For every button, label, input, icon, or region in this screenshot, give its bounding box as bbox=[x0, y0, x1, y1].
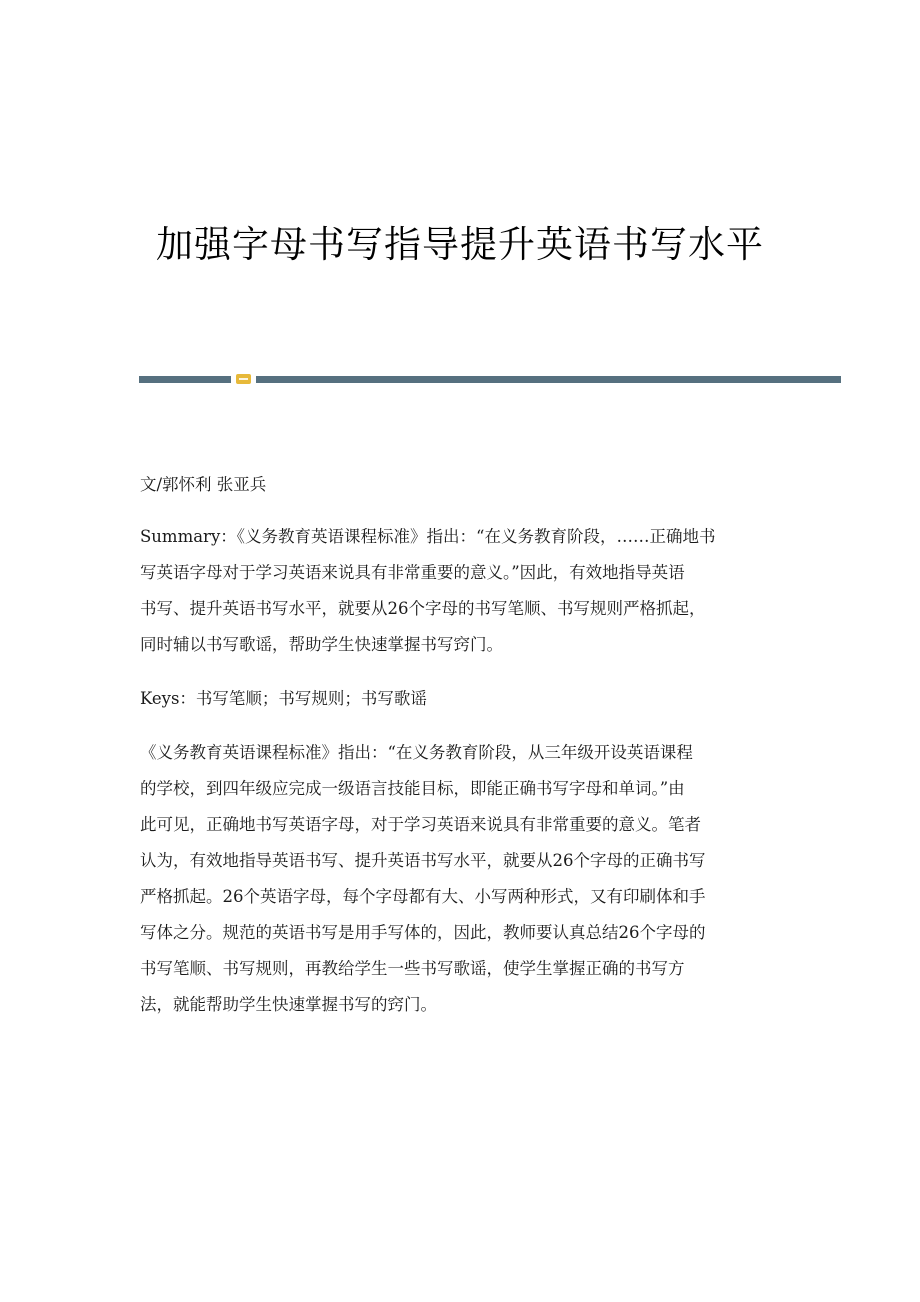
author-line: 文/郭怀利 张亚兵 bbox=[140, 475, 267, 494]
keys-line: Keys：书写笔顺；书写规则；书写歌谣 bbox=[140, 689, 427, 708]
divider-bar-right bbox=[256, 376, 841, 383]
body-line: 《义务教育英语课程标准》指出：“在义务教育阶段，从三年级开设英语课程 bbox=[140, 743, 693, 762]
title-divider bbox=[139, 374, 841, 384]
body-line: 此可见，正确地书写英语字母，对于学习英语来说具有非常重要的意义。笔者 bbox=[140, 815, 701, 834]
summary-line: 同时辅以书写歌谣，帮助学生快速掌握书写窍门。 bbox=[140, 635, 503, 654]
body-line: 的学校，到四年级应完成一级语言技能目标，即能正确书写字母和单词。”由 bbox=[140, 779, 685, 798]
summary-line: 书写、提升英语书写水平，就要从26个字母的书写笔顺、书写规则严格抓起， bbox=[140, 599, 706, 618]
summary-line: 写英语字母对于学习英语来说具有非常重要的意义。”因此，有效地指导英语 bbox=[140, 563, 685, 582]
body-line: 法，就能帮助学生快速掌握书写的窍门。 bbox=[140, 995, 437, 1014]
divider-bar-left bbox=[139, 376, 231, 383]
document-title: 加强字母书写指导提升英语书写水平 bbox=[156, 223, 764, 266]
body-line: 写体之分。规范的英语书写是用手写体的，因此，教师要认真总结26个字母的 bbox=[140, 923, 706, 942]
summary-line: Summary：《义务教育英语课程标准》指出：“在义务教育阶段，……正确地书 bbox=[140, 527, 716, 546]
summary-paragraph bbox=[140, 519, 785, 663]
article-body bbox=[140, 470, 785, 1023]
body-line: 严格抓起。26个英语字母，每个字母都有大、小写两种形式，又有印刷体和手 bbox=[140, 887, 706, 906]
body-line: 书写笔顺、书写规则，再教给学生一些书写歌谣，使学生掌握正确的书写方 bbox=[140, 959, 685, 978]
body-paragraph bbox=[140, 735, 785, 1023]
body-line: 认为，有效地指导英语书写、提升英语书写水平，就要从26个字母的正确书写 bbox=[140, 851, 706, 870]
ornament-icon bbox=[236, 374, 251, 384]
